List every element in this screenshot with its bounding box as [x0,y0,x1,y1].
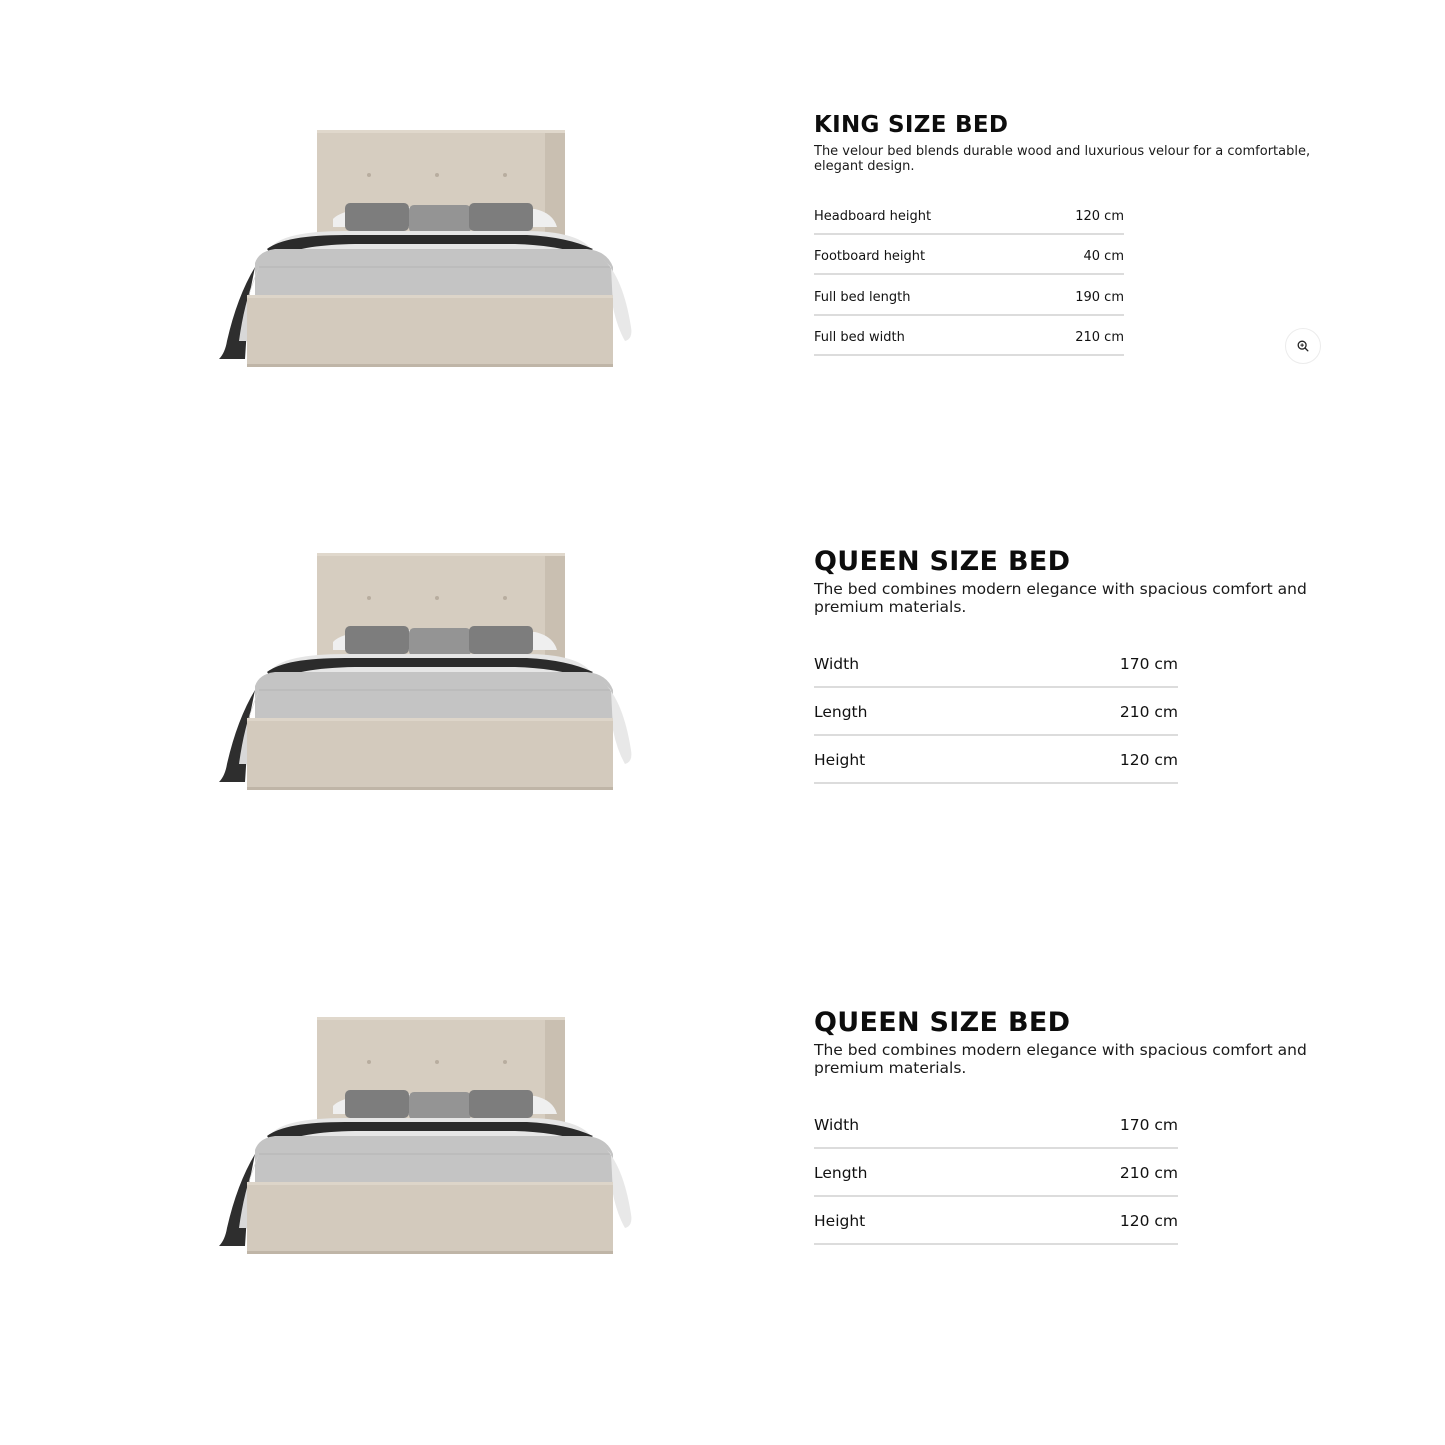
spec-label: Footboard height [814,249,926,265]
spec-row [814,235,1124,276]
zoom-button[interactable] [1285,328,1321,364]
product-info [814,112,1334,356]
spec-label: Full bed width [814,330,905,346]
bed-image [215,1014,635,1259]
spec-row [814,1149,1178,1197]
product-description: The bed combines modern elegance with spacious comfort and premium materials. [814,1041,1307,1077]
spec-table [814,1101,1178,1245]
spec-value: 120 cm [1119,751,1178,769]
spec-label: Length [814,1164,868,1182]
spec-value: 190 cm [1075,289,1124,305]
spec-value: 210 cm [1119,1164,1178,1182]
spec-row [814,316,1124,357]
product-description: The velour bed blends durable wood and luxurious velour for a comfortable, elegant design. [814,144,1311,174]
spec-value: 120 cm [1075,208,1124,224]
spec-row [814,194,1124,235]
product-description: The bed combines modern elegance with spacious comfort and premium materials. [814,580,1307,616]
spec-value: 170 cm [1119,655,1178,673]
spec-row [814,640,1178,688]
spec-row [814,688,1178,736]
spec-value: 40 cm [1083,249,1124,265]
spec-label: Headboard height [814,208,932,224]
spec-label: Width [814,655,860,673]
spec-label: Height [814,1212,866,1230]
bed-image [215,550,635,795]
spec-row [814,1197,1178,1245]
spec-value: 210 cm [1119,703,1178,721]
spec-row [814,1101,1178,1149]
spec-value: 210 cm [1075,330,1124,346]
product-info [814,547,1334,784]
spec-table [814,194,1124,356]
spec-table [814,640,1178,784]
spec-value: 170 cm [1119,1116,1178,1134]
spec-label: Full bed length [814,289,911,305]
zoom-in-icon [1296,339,1310,353]
spec-label: Length [814,703,868,721]
product-title: QUEEN SIZE BED [814,1007,1071,1038]
spec-label: Width [814,1116,860,1134]
spec-label: Height [814,751,866,769]
product-title: QUEEN SIZE BED [814,546,1071,577]
spec-row [814,736,1178,784]
product-title: KING SIZE BED [814,112,1009,138]
spec-value: 120 cm [1119,1212,1178,1230]
bed-image [215,127,635,372]
product-info [814,1008,1334,1245]
spec-row [814,275,1124,316]
